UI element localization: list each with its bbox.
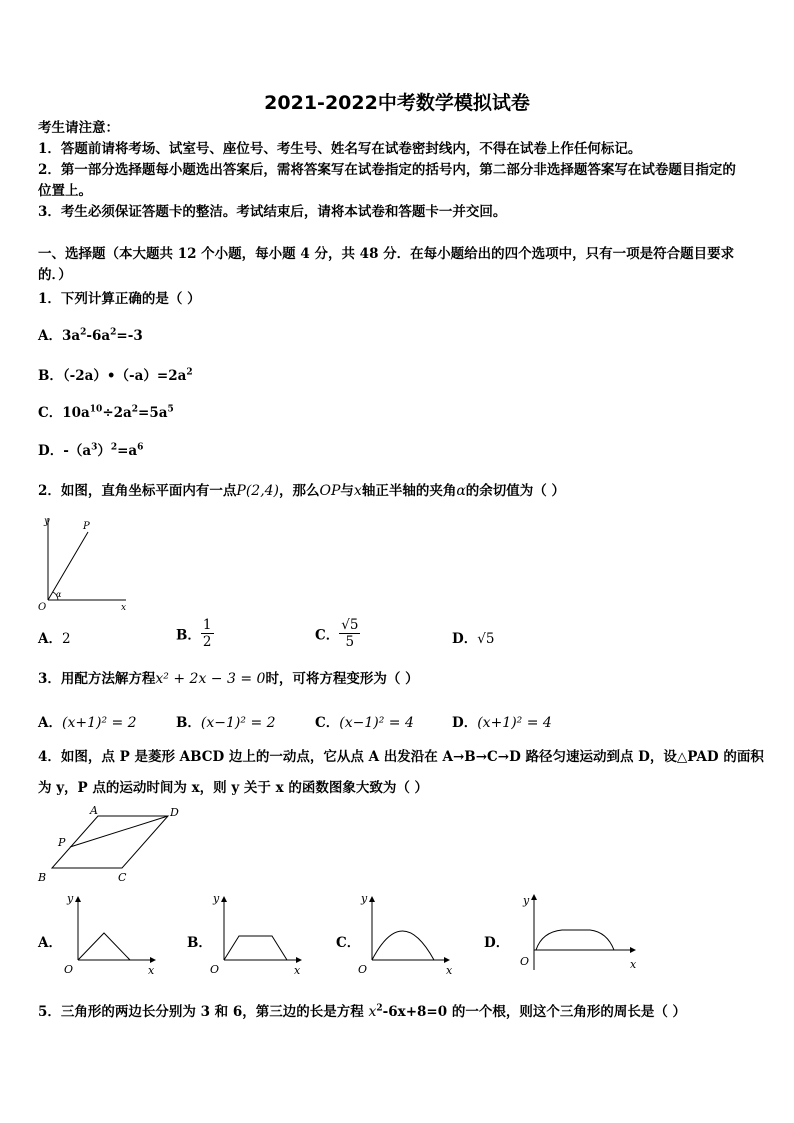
notice-item: 1．答题前请将考场、试室号、座位号、考生号、姓名写在试卷密封线内，不得在试卷上作任何标记。 (38, 141, 642, 157)
question-1-option-c: C．$10a^{10}\div 2a^2=5a^5$ (38, 404, 174, 421)
axis-label-x: x (446, 964, 453, 977)
section-heading: 一、选择题（本大题共 12 个小题，每小题 4 分，共 48 分．在每小题给出的四个选项中，只有一项是符合题目要求 (38, 246, 735, 262)
axis-label-y: y (44, 516, 50, 527)
origin-label: O (358, 963, 368, 976)
question-1-option-d: D．$-(a^3)^2=a^6$ (38, 442, 144, 459)
question-5-stem: 5．三角形的两边长分别为 3 和 6，第三边的长是方程 $x^2-6x+8=0$ 的一个根，则这个三角形的周长是（ ） (38, 1003, 687, 1020)
graph-option-c (356, 892, 461, 977)
axis-label-x: x (121, 603, 127, 612)
question-3-option-b: B．(x−1)² = 2 (176, 715, 276, 731)
question-3-option-c: C．(x−1)² = 4 (315, 715, 414, 731)
axis-label-x: x (294, 964, 301, 977)
notice-heading: 考生请注意： (38, 120, 119, 136)
origin-label: O (64, 963, 74, 976)
page-title: 2021-2022中考数学模拟试卷 (264, 92, 530, 114)
axis-label-x: x (148, 964, 155, 977)
question-2-option-a: A．2 (38, 631, 71, 647)
origin-label: O (520, 955, 530, 968)
point-label-p: P (83, 521, 90, 532)
graph-option-b (208, 892, 308, 977)
graph-option-a (62, 892, 162, 977)
notice-item: 3．考生必须保证答题卡的整洁。考试结束后，请将本试卷和答题卡一并交回。 (38, 204, 507, 220)
axis-label-y: y (213, 892, 220, 905)
section-heading-cont: 的．） (38, 267, 72, 283)
question-4-stem: 4．如图，点 P 是菱形 ABCD 边上的一动点，它从点 A 出发沿在 A→B→C→D 路径匀速运动到点 D，设△PAD 的面积 (38, 749, 764, 765)
vertex-label-a: A (90, 804, 98, 817)
question-1-stem: 1．下列计算正确的是（ ） (38, 291, 201, 307)
question-1-option-a: A．$3a^2-6a^2=-3$ (38, 327, 143, 344)
question-3-option-a: A．(x+1)² = 2 (38, 715, 137, 731)
question-3-option-d: D．(x+1)² = 4 (452, 715, 552, 731)
question-4-option-c: C． (336, 935, 361, 951)
notice-item: 位置上。 (38, 183, 92, 199)
notice-item: 2．第一部分选择题每小题选出答案后，需将答案写在试卷指定的括号内，第二部分非选择题答案写在试卷题目指定的 (38, 162, 736, 178)
vertex-label-c: C (118, 871, 127, 884)
question-4-option-b: B． (187, 935, 212, 951)
question-2-option-b: B． $\frac{1}{2}$ (176, 617, 212, 650)
vertex-label-d: D (170, 806, 179, 819)
axis-label-y: y (67, 892, 74, 905)
question-2-option-d: D．√5 (452, 631, 495, 647)
question-3-stem: 3．用配方法解方程x² + 2x − 3 = 0时，可将方程变形为（ ） (38, 671, 419, 687)
axis-label-y: y (361, 892, 368, 905)
question-4-option-a: A． (38, 935, 62, 951)
question-2-figure (36, 512, 136, 612)
vertex-label-b: B (38, 871, 47, 884)
origin-label: O (38, 602, 47, 612)
point-label-p: P (58, 836, 66, 849)
question-4-stem-cont: 为 y，P 点的运动时间为 x，则 y 关于 x 的函数图象大致为（ ） (38, 780, 429, 796)
question-4-option-d: D． (484, 935, 510, 951)
question-1-option-b: B．$(-2a)•(-a)=2a^2$ (38, 367, 193, 384)
origin-label: O (210, 963, 220, 976)
rhombus-figure (36, 804, 186, 886)
graph-option-d (506, 890, 646, 975)
angle-label: α (56, 590, 62, 599)
question-2-stem: 2．如图，直角坐标平面内有一点P(2,4)，那么OP与x轴正半轴的夹角α的余切值为（ ） (38, 483, 565, 499)
axis-label-x: x (630, 958, 637, 971)
question-2-option-c: C． $\frac{√5}{5}$ (315, 617, 359, 650)
axis-label-y: y (523, 894, 530, 907)
